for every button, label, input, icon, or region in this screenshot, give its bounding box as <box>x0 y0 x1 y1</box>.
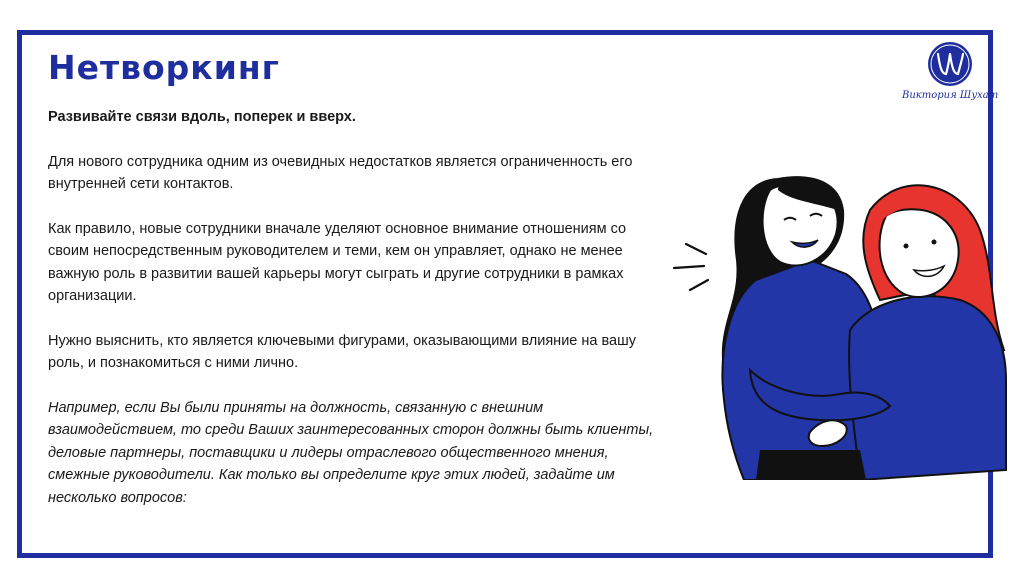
slide-title: Нетворкинг <box>48 48 280 87</box>
paragraph-1: Для нового сотрудника одним из очевидных недостатков является ограниченность его внутренней сети контактов. <box>48 153 633 192</box>
lead-text: Развивайте связи вдоль, поперек и вверх. <box>48 109 356 125</box>
two-women-illustration <box>660 150 1010 480</box>
italic-paragraph: Например, если Вы были приняты на должность, связанную с внешним взаимодействием, то среди Ваших заинтересованных сторон должны быть клиенты, деловые партнеры, поставщики и лидеры отраслевого общественного мнения, смежные руководители. Как только вы определите круг этих людей, задайте им несколько вопросов: <box>48 399 654 506</box>
slide-body <box>48 106 668 531</box>
author-logo <box>902 38 998 110</box>
logo-signature: Виктория Шухат <box>902 90 999 101</box>
paragraph-3: Нужно выяснить, кто является ключевыми фигурами, оказывающими влияние на вашу роль, и познакомиться с ними лично. <box>48 332 636 371</box>
monogram-logo-icon <box>902 38 998 94</box>
paragraph-2: Как правило, новые сотрудники вначале уделяют основное внимание отношениям со своим непосредственным руководителем и теми, кем он управляет, однако не менее важную роль в развитии вашей карьеры могут сыграть и другие сотрудники в рамках организации. <box>48 220 627 304</box>
motion-lines-icon <box>674 244 708 290</box>
